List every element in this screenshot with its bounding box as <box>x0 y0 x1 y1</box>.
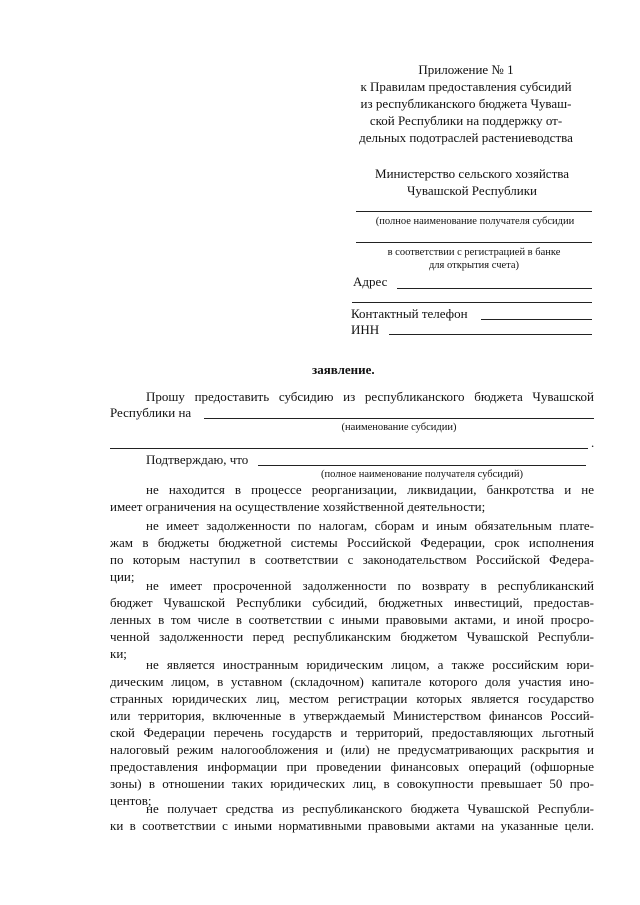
address-field-line[interactable] <box>397 288 592 289</box>
condition-line: ции; <box>110 569 135 584</box>
condition-line: ки; <box>110 646 127 661</box>
condition-line: предоставления информации при проведении финансовых операций (офшорные <box>110 759 594 774</box>
appendix-line: дельных подотраслей растениеводства <box>359 130 573 145</box>
appendix-line: ской Республики на поддержку от- <box>369 113 563 128</box>
condition-5 <box>110 800 594 834</box>
condition-line: не находится в процессе реорганизации, ликвидации, банкротства и не <box>146 482 594 497</box>
inn-label: ИНН <box>351 322 380 337</box>
condition-line: налоговый режим налогообложения и (или) не предусматривающих раскрытия и <box>110 742 594 757</box>
condition-line: дическим лицом, в уставном (складочном) капитале которого доля участия ино- <box>110 674 594 689</box>
condition-3 <box>110 577 594 662</box>
condition-line: центов; <box>110 793 152 808</box>
recipient-bank-line[interactable] <box>356 242 592 243</box>
condition-line: бюджет Чувашской Республики субсидий, бюджетных инвестиций, предостав- <box>110 595 594 610</box>
address-extra-line[interactable] <box>352 302 592 303</box>
condition-line: ки в соответствии с иными нормативными правовыми актами на указанные цели. <box>110 818 594 833</box>
recipient-name-caption: (полное наименование получателя субсидии <box>375 216 575 227</box>
recipient-full-name-line[interactable] <box>258 465 586 466</box>
condition-line: ской Федерации перечень государств и территорий, предоставляющих льготный <box>110 725 594 740</box>
line-end-dot: . <box>591 435 595 450</box>
appendix-line: из республиканского бюджета Чуваш- <box>360 96 572 111</box>
appendix-header <box>336 61 596 146</box>
bank-caption <box>356 246 592 272</box>
recipient-caption: (полное наименование получателя субсидий) <box>321 469 523 480</box>
condition-4 <box>110 656 594 809</box>
condition-1 <box>110 481 594 515</box>
inn-field-line[interactable] <box>389 334 592 335</box>
request-line-1: Прошу предоставить субсидию из республиканского бюджета Чувашской <box>146 389 594 404</box>
recipient-name-line[interactable] <box>356 211 592 212</box>
condition-line: странных юридических лиц, местом регистрации которых является государство <box>110 691 594 706</box>
confirm-label: Подтверждаю, что <box>146 452 249 467</box>
addressee-line: Министерство сельского хозяйства <box>375 166 569 181</box>
document-title: заявление. <box>312 362 375 377</box>
appendix-line: Приложение № 1 <box>418 62 514 77</box>
subsidy-name-line-2[interactable] <box>110 448 588 449</box>
condition-line: не получает средства из республиканского бюджета Чувашской Республи- <box>146 801 594 816</box>
condition-line: не является иностранным юридическим лицом, а также российским юри- <box>146 657 594 672</box>
subsidy-name-line[interactable] <box>204 418 594 419</box>
subsidy-caption: (наименование субсидии) <box>341 422 457 433</box>
addressee <box>350 165 594 199</box>
condition-line: жам в бюджеты бюджетной системы Российской Федерации, срок исполнения <box>110 535 594 550</box>
condition-2 <box>110 517 594 585</box>
condition-line: или территория, включенные в утверждаемый Министерством финансов Россий- <box>110 708 594 723</box>
phone-field-line[interactable] <box>481 319 592 320</box>
condition-line: ленных в том числе в соответствии с иными правовыми актами, и иной просро- <box>110 612 594 627</box>
appendix-line: к Правилам предоставления субсидий <box>360 79 572 94</box>
condition-line: не имеет задолженности по налогам, сборам и иным обязательным плате- <box>146 518 594 533</box>
bank-caption-line: в соответствии с регистрацией в банке <box>387 247 561 258</box>
phone-label: Контактный телефон <box>351 306 468 321</box>
condition-line: имеет ограничения на осуществление хозяйственной деятельности; <box>110 499 486 514</box>
condition-line: не имеет просроченной задолженности по возврату в республиканский <box>146 578 594 593</box>
request-line-2: Республики на <box>110 405 192 420</box>
address-label: Адрес <box>353 274 388 289</box>
condition-line: по которым наступил в соответствии с законодательством Российской Федера- <box>110 552 594 567</box>
condition-line: ченной задолженности перед республиканским бюджетом Чувашской Республи- <box>110 629 594 644</box>
condition-line: зоны) в отношении таких юридических лиц, в совокупности превышает 50 про- <box>110 776 594 791</box>
addressee-line: Чувашской Республики <box>406 183 538 198</box>
bank-caption-line: для открытия счета) <box>428 260 520 271</box>
